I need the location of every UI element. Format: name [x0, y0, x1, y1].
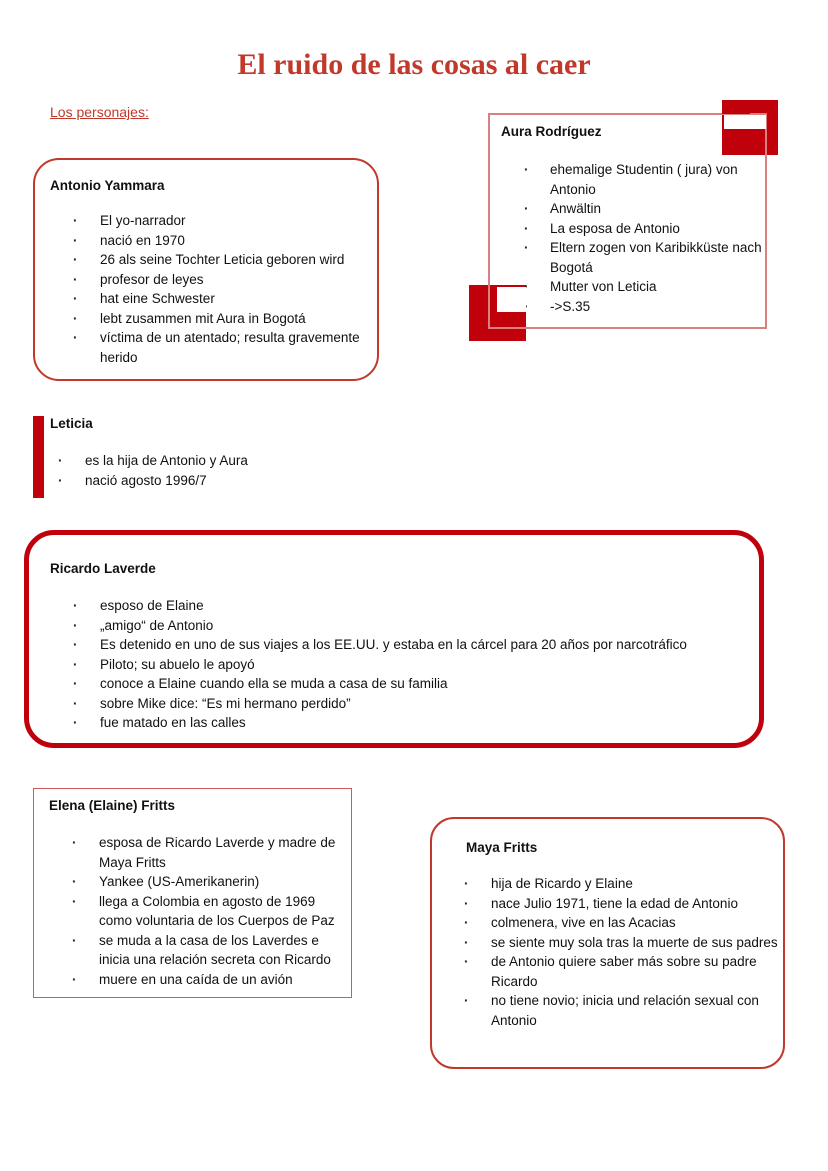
corner-notch-decoration: [497, 287, 526, 312]
trait-item: · „amigo“ de Antonio: [100, 616, 760, 636]
trait-item: · Mutter von Leticia: [550, 277, 765, 297]
trait-item: · colmenera, vive en las Acacias: [491, 913, 781, 933]
trait-item: · Piloto; su abuelo le apoyó: [100, 655, 760, 675]
trait-item: · muere en una caída de un avión: [99, 970, 349, 990]
character-traits: [100, 211, 380, 367]
trait-item: · nace Julio 1971, tiene la edad de Antonio: [491, 894, 781, 914]
page-title: El ruido de las cosas al caer: [237, 48, 591, 81]
trait-item: · esposo de Elaine: [100, 596, 760, 616]
trait-item: · nació agosto 1996/7: [85, 471, 425, 491]
trait-item: · sobre Mike dice: “Es mi hermano perdido”: [100, 694, 760, 714]
trait-item: · lebt zusammen mit Aura in Bogotá: [100, 309, 380, 329]
trait-item: · es la hija de Antonio y Aura: [85, 451, 425, 471]
trait-item: · nació en 1970: [100, 231, 380, 251]
character-traits: [100, 596, 760, 733]
character-card-antonio: [33, 158, 379, 381]
character-name: Antonio Yammara: [50, 178, 165, 193]
trait-item: · de Antonio quiere saber más sobre su padre Ricardo: [491, 952, 781, 991]
character-card-maya: [430, 817, 785, 1069]
trait-item: · ->S.35: [550, 297, 765, 317]
trait-item: · 26 als seine Tochter Leticia geboren wird: [100, 250, 380, 270]
trait-item: · El yo-narrador: [100, 211, 380, 231]
character-traits: [85, 451, 425, 490]
character-card-ricardo: [24, 530, 764, 748]
character-name: Ricardo Laverde: [50, 561, 156, 576]
trait-item: · se muda a la casa de los Laverdes e inicia una relación secreta con Ricardo: [99, 931, 349, 970]
character-traits: [99, 833, 349, 989]
character-name: Leticia: [50, 416, 93, 431]
trait-item: · no tiene novio; inicia und relación sexual con Antonio: [491, 991, 781, 1030]
trait-item: · Es detenido en uno de sus viajes a los EE.UU. y estaba en la cárcel para 20 años por narcotráfico: [100, 635, 760, 655]
trait-item: · hija de Ricardo y Elaine: [491, 874, 781, 894]
trait-item: · fue matado en las calles: [100, 713, 760, 733]
character-name: Aura Rodríguez: [501, 124, 602, 139]
corner-notch-decoration: [724, 115, 766, 129]
character-name: Elena (Elaine) Fritts: [49, 798, 176, 813]
trait-item: · Yankee (US-Amerikanerin): [99, 872, 349, 892]
character-traits: [550, 160, 765, 316]
trait-item: · conoce a Elaine cuando ella se muda a casa de su familia: [100, 674, 760, 694]
trait-item: · hat eine Schwester: [100, 289, 380, 309]
trait-item: · esposa de Ricardo Laverde y madre de Maya Fritts: [99, 833, 349, 872]
corner-notch-decoration: [722, 100, 750, 114]
trait-item: · ehemalige Studentin ( jura) von Antonio: [550, 160, 765, 199]
character-name: Maya Fritts: [466, 840, 538, 855]
trait-item: · se siente muy sola tras la muerte de sus padres: [491, 933, 781, 953]
trait-item: · La esposa de Antonio: [550, 219, 765, 239]
character-card-aura: [488, 113, 767, 329]
section-subtitle: Los personajes:: [50, 104, 149, 120]
trait-item: · víctima de un atentado; resulta gravemente herido: [100, 328, 380, 367]
trait-item: · llega a Colombia en agosto de 1969 como voluntaria de los Cuerpos de Paz: [99, 892, 349, 931]
character-card-elena: [33, 788, 352, 998]
character-traits: [491, 874, 781, 1030]
trait-item: · Anwältin: [550, 199, 765, 219]
trait-item: · Eltern zogen von Karibikküste nach Bogotá: [550, 238, 765, 277]
accent-bar: [33, 416, 44, 498]
trait-item: · profesor de leyes: [100, 270, 380, 290]
character-card-leticia: [33, 416, 433, 498]
